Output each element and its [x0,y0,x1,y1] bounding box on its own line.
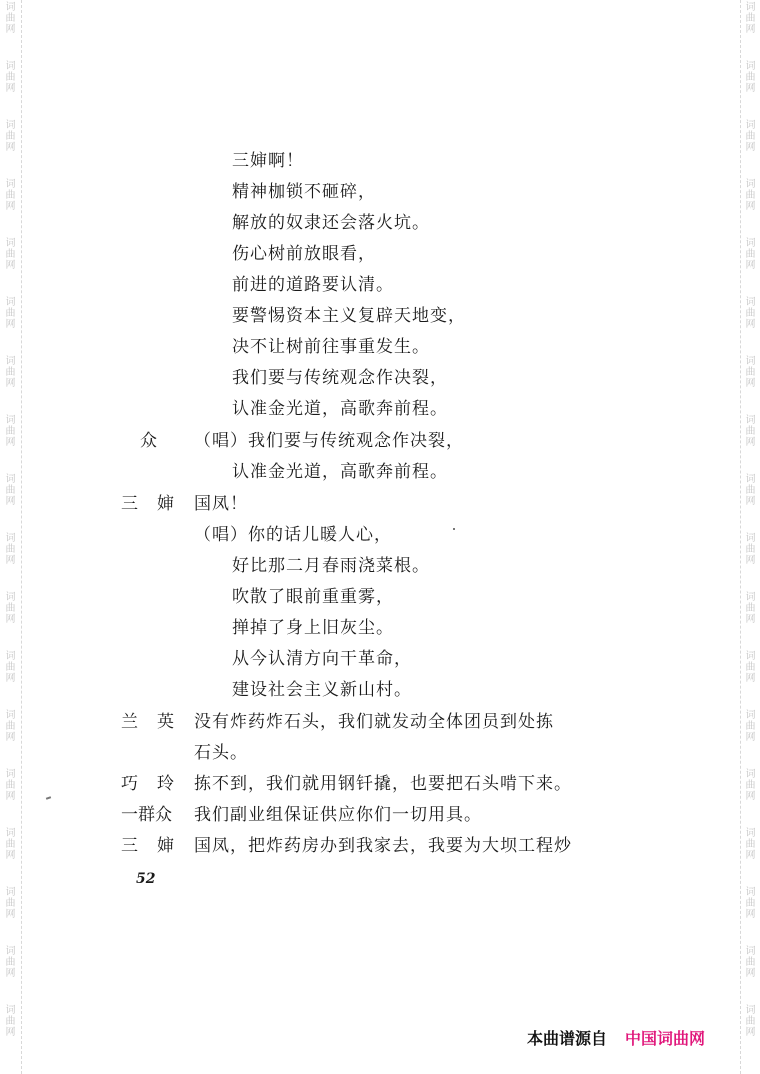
speaker-label: 一群众 [121,805,172,825]
dialogue-line: 我们副业组保证供应你们一切用具。 [194,805,482,825]
verse-line: 我们要与传统观念作决裂， [232,368,448,388]
watermark-char: 网 [745,732,756,743]
speaker-label: 三 婶 [121,836,175,856]
watermark-char: 词 [745,120,756,131]
watermark-char: 词 [5,887,16,898]
page-number: 52 [136,871,156,887]
watermark-char: 网 [745,260,756,271]
watermark-char: 网 [5,673,16,684]
watermark-char: 曲 [5,308,16,319]
watermark-char: 词 [5,533,16,544]
watermark-char: 词 [5,297,16,308]
watermark-char: 网 [5,791,16,802]
watermark-char: 网 [5,24,16,35]
watermark-char: 曲 [745,1016,756,1027]
watermark-char: 曲 [5,957,16,968]
watermark-char: 词 [745,356,756,367]
verse-line: 好比那二月春雨浇菜根。 [232,556,430,576]
watermark-char: 词 [745,592,756,603]
watermark-char: 曲 [745,898,756,909]
watermark-char: 曲 [5,249,16,260]
watermark-char: 词 [5,238,16,249]
watermark-char: 网 [745,555,756,566]
watermark-char: 曲 [745,131,756,142]
scan-speck [46,796,51,800]
watermark-char: 词 [5,474,16,485]
watermark-char: 曲 [5,485,16,496]
watermark-char: 词 [745,887,756,898]
dialogue-line: 拣不到，我们就用钢钎撬，也要把石头啃下来。 [194,774,572,794]
watermark-char: 曲 [745,544,756,555]
watermark-char: 词 [5,61,16,72]
watermark-char: 曲 [5,72,16,83]
verse-line: 掸掉了身上旧灰尘。 [232,618,394,638]
watermark-char: 词 [745,828,756,839]
watermark-char: 词 [745,61,756,72]
watermark-char: 网 [5,260,16,271]
watermark-char: 网 [5,496,16,507]
watermark-char: 网 [5,83,16,94]
verse-line: 精神枷锁不砸碎， [232,182,376,202]
watermark-char: 网 [745,614,756,625]
watermark-char: 词 [745,179,756,190]
watermark-char: 曲 [745,367,756,378]
speaker-label: 三 婶 [121,494,175,514]
watermark-char: 网 [5,614,16,625]
watermark-char: 曲 [745,249,756,260]
dialogue-line: 国凤！ [194,494,248,514]
watermark-char: 网 [745,909,756,920]
watermark-char: 词 [745,2,756,13]
verse-line: 从今认清方向干革命， [232,649,412,669]
watermark-char: 网 [745,142,756,153]
watermark-char: 曲 [745,72,756,83]
verse-line: 三婶啊！ [232,151,304,171]
watermark-char: 网 [745,968,756,979]
watermark-char: 词 [5,415,16,426]
watermark-char: 曲 [5,131,16,142]
watermark-char: 网 [745,201,756,212]
watermark-char: 词 [5,1005,16,1016]
watermark-char: 词 [5,356,16,367]
watermark-char: 曲 [745,485,756,496]
speaker-label: 巧 玲 [121,774,175,794]
speaker-label: 兰 英 [121,712,175,732]
watermark-char: 网 [745,83,756,94]
watermark-char: 网 [5,850,16,861]
watermark-char: 曲 [745,13,756,24]
watermark-char: 网 [5,437,16,448]
verse-line: 建设社会主义新山村。 [232,680,412,700]
footer-source-text: 本曲谱源自 [527,1029,608,1048]
watermark-char: 曲 [745,721,756,732]
scan-speck [453,528,455,530]
watermark-char: 曲 [5,780,16,791]
watermark-char: 词 [745,474,756,485]
watermark-char: 曲 [5,839,16,850]
dialogue-line: 认准金光道，高歌奔前程。 [232,462,448,482]
watermark-char: 网 [5,909,16,920]
watermark-char: 网 [745,319,756,330]
watermark-char: 曲 [5,1016,16,1027]
watermark-char: 曲 [5,13,16,24]
watermark-char: 词 [745,415,756,426]
watermark-char: 网 [745,496,756,507]
verse-line: 认准金光道，高歌奔前程。 [232,399,448,419]
watermark-char: 网 [745,24,756,35]
watermark-char: 词 [5,2,16,13]
watermark-char: 词 [745,769,756,780]
watermark-char: 曲 [745,957,756,968]
watermark-char: 词 [745,651,756,662]
watermark-char: 词 [745,533,756,544]
watermark-char: 网 [745,437,756,448]
dialogue-line: （唱）我们要与传统观念作决裂， [194,431,464,451]
watermark-char: 词 [745,238,756,249]
watermark-char: 曲 [5,367,16,378]
watermark-char: 曲 [745,780,756,791]
verse-line: 伤心树前放眼看， [232,244,376,264]
watermark-char: 曲 [5,190,16,201]
watermark-char: 曲 [5,662,16,673]
watermark-char: 词 [745,1005,756,1016]
watermark-char: 词 [745,297,756,308]
dialogue-line: 石头。 [194,743,248,763]
watermark-char: 词 [5,120,16,131]
watermark-char: 网 [745,1027,756,1038]
watermark-char: 词 [5,828,16,839]
verse-line: 前进的道路要认清。 [232,275,394,295]
watermark-char: 词 [5,946,16,957]
watermark-char: 曲 [5,603,16,614]
watermark-char: 曲 [745,426,756,437]
watermark-char: 曲 [745,308,756,319]
watermark-char: 网 [745,791,756,802]
watermark-char: 网 [5,142,16,153]
verse-line: 吹散了眼前重重雾， [232,587,394,607]
watermark-char: 网 [5,319,16,330]
watermark-char: 曲 [745,662,756,673]
watermark-char: 网 [745,673,756,684]
watermark-char: 网 [5,968,16,979]
verse-line: 解放的奴隶还会落火坑。 [232,213,430,233]
footer-source [527,1026,705,1049]
watermark-char: 网 [745,850,756,861]
watermark-char: 词 [5,592,16,603]
watermark-char: 网 [5,1027,16,1038]
watermark-char: 曲 [5,426,16,437]
watermark-char: 曲 [5,898,16,909]
watermark-char: 词 [745,710,756,721]
watermark-char: 曲 [5,721,16,732]
dialogue-line: 没有炸药炸石头，我们就发动全体团员到处拣 [194,712,554,732]
watermark-char: 词 [5,769,16,780]
watermark-char: 曲 [5,544,16,555]
watermark-char: 网 [5,378,16,389]
dialogue-line: 国凤，把炸药房办到我家去，我要为大坝工程炒 [194,836,572,856]
verse-line: 决不让树前往事重发生。 [232,337,430,357]
watermark-char: 网 [5,732,16,743]
verse-line: （唱）你的话儿暖人心， [194,525,392,545]
watermark-char: 词 [5,179,16,190]
watermark-char: 曲 [745,839,756,850]
verse-line: 要警惕资本主义复辟天地变， [232,306,466,326]
watermark-char: 网 [5,555,16,566]
watermark-char: 曲 [745,603,756,614]
watermark-char: 曲 [745,190,756,201]
watermark-char: 网 [745,378,756,389]
watermark-char: 词 [5,651,16,662]
watermark-char: 网 [5,201,16,212]
watermark-char: 词 [5,710,16,721]
footer-site-link[interactable]: 中国词曲网 [625,1029,706,1048]
watermark-char: 词 [745,946,756,957]
speaker-label: 众 [140,431,157,451]
